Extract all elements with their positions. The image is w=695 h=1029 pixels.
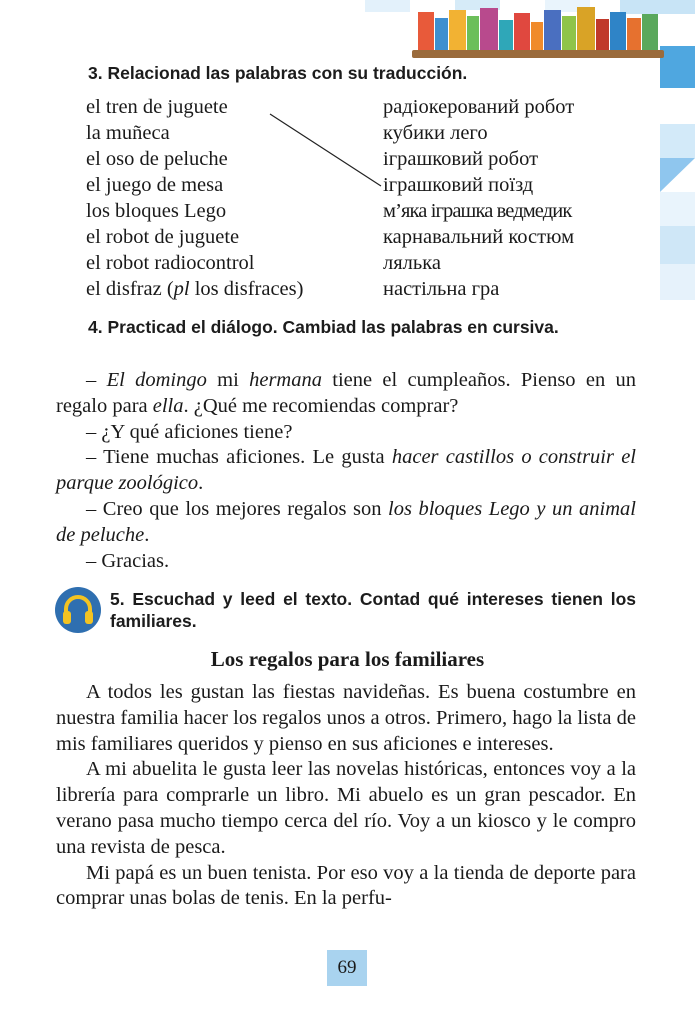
story-text (56, 680, 636, 912)
dialog-line: – Tiene muchas aficiones. Le gusta hacer castillos o construir el parque zoológico. (56, 446, 636, 495)
paragraph: A todos les gustan las fiestas navideñas. Es buena costumbre en nuestra familia hacer los regalos unos a otros. Primero, hago la lista de mis familiares queridos y pienso en sus aficiones e intereses. (56, 681, 636, 755)
list-item: el oso de peluche (86, 148, 228, 170)
paragraph: Mi papá es un buen tenista. Por eso voy a la tienda de deporte para comprar unas bolas de tenis. En la perfu- (56, 861, 636, 910)
list-item: радіокерований робот (383, 96, 575, 118)
list-item: la muñeca (86, 122, 170, 144)
list-item: кубики лего (383, 122, 488, 144)
list-item: los bloques Lego (86, 200, 227, 222)
headphones-icon (54, 586, 102, 634)
list-item: el robot radiocontrol (86, 252, 255, 274)
page-number: 69 (327, 950, 367, 986)
dialog-text (56, 368, 636, 574)
list-item: el robot de juguete (86, 226, 240, 248)
story-title: Los regalos para los familiares (210, 647, 485, 671)
list-item: іграшковий робот (383, 148, 539, 170)
dialog-line: – El domingo mi hermana tiene el cumpleaños. Pienso en un regalo para ella. ¿Qué me recomiendas comprar? (56, 369, 636, 417)
list-item: м’яка іграшка ведмедик (383, 200, 572, 222)
task-3-heading: 3. Relacionad las palabras con su traducción. (88, 63, 468, 83)
paragraph: A mi abuelita le gusta leer las novelas históricas, entonces voy a la librería para comprarle un libro. Mi abuelo es un gran pescador. En verano pasa mucho tiempo cerca del río. Voy a un kiosco y le compro una revista de pesca. (56, 758, 636, 858)
task-4-heading: 4. Practicad el diálogo. Cambiad las palabras en cursiva. (88, 317, 559, 337)
list-item: el disfraz (pl los disfraces) (86, 278, 304, 300)
list-item: карнавальний костюм (383, 226, 575, 248)
list-item: настільна гра (383, 278, 500, 300)
list-item: el juego de mesa (86, 174, 224, 196)
list-item: лялька (383, 252, 441, 274)
task-5-heading: 5. Escuchad y leed el texto. Contad qué intereses tienen los familiares. (110, 589, 636, 631)
dialog-line: – ¿Y qué aficiones tiene? (86, 420, 293, 443)
matching-line (0, 0, 695, 300)
dialog-line: – Creo que los mejores regalos son los bloques Lego y un animal de peluche. (56, 497, 636, 546)
list-item: el tren de juguete (86, 96, 228, 118)
dialog-line: – Gracias. (86, 549, 170, 572)
list-item: іграшковий поїзд (383, 174, 534, 196)
